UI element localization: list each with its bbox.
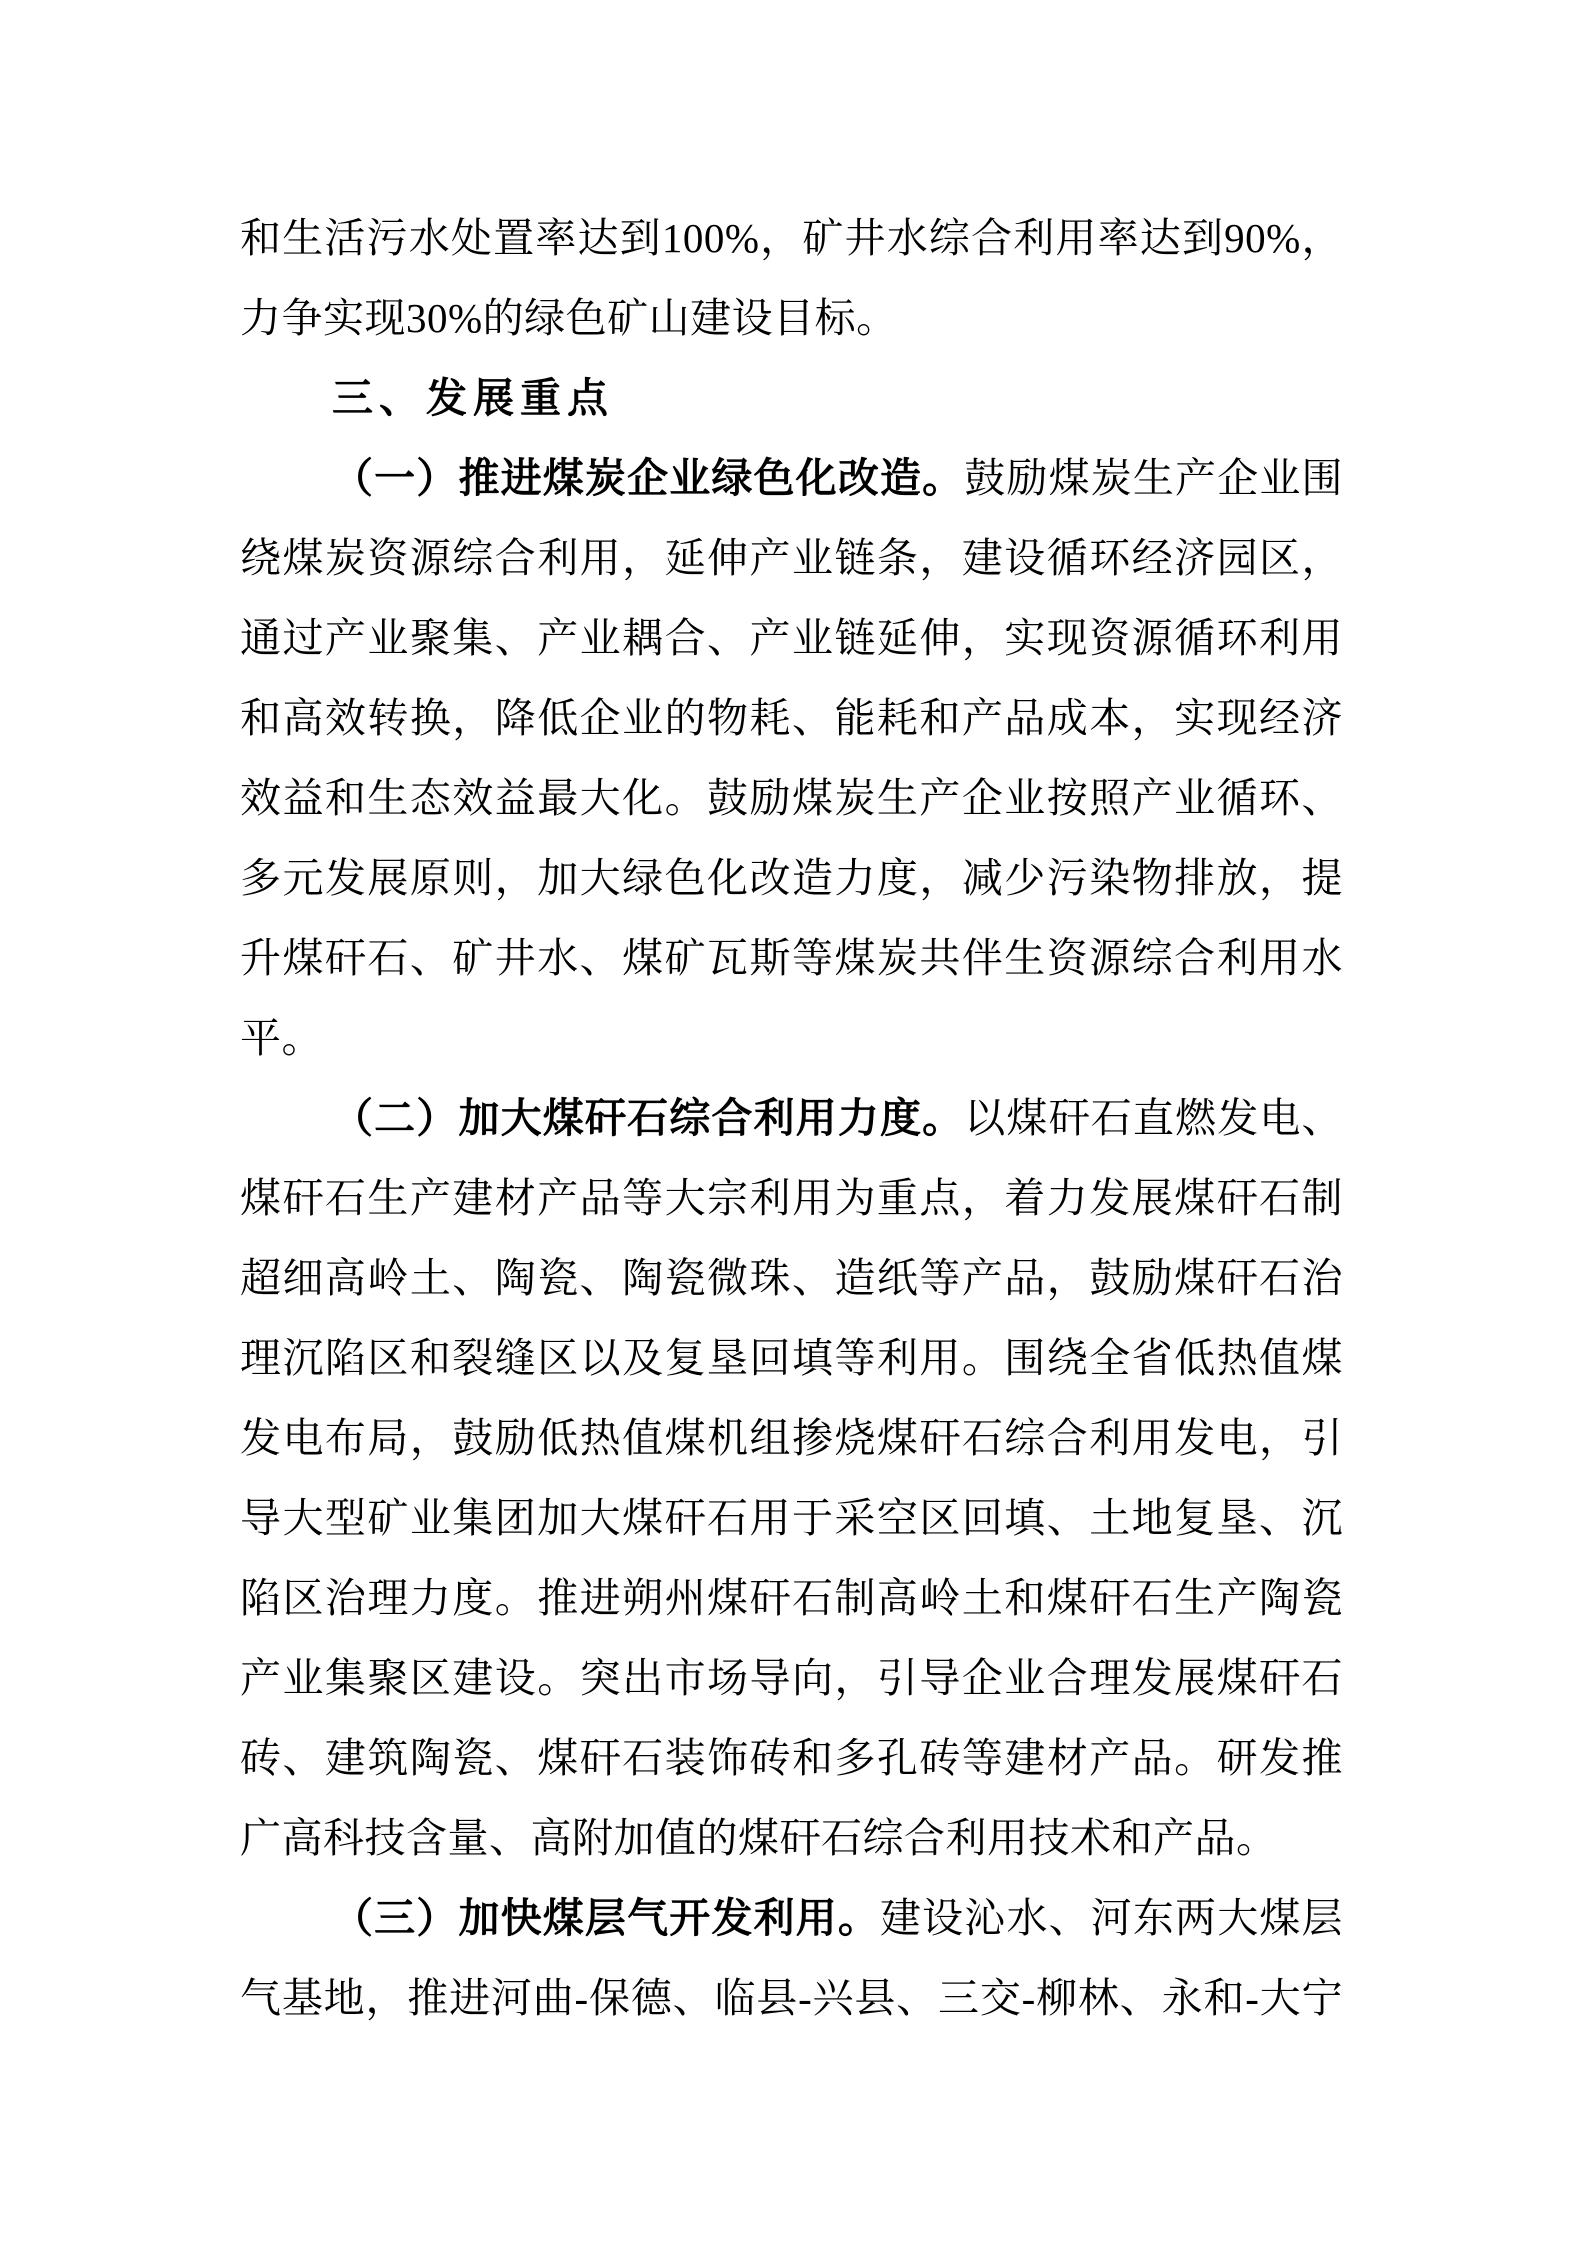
text-run: 气基地，推进河曲-保德、临县-兴县、三交-柳林、永和-大宁	[240, 1975, 1343, 2021]
text-run: 鼓励煤炭生产企业围	[964, 455, 1343, 501]
text-run: 砖、建筑陶瓷、煤矸石装饰砖和多孔砖等建材产品。研发推	[240, 1735, 1343, 1781]
text-line	[240, 518, 1343, 598]
text-run: 平。	[240, 1015, 323, 1061]
text-line	[240, 1398, 1343, 1478]
text-line	[240, 1318, 1343, 1398]
text-run: 煤矸石生产建材产品等大宗利用为重点，着力发展煤矸石制	[240, 1175, 1343, 1221]
text-run: 建设沁水、河东两大煤层	[879, 1895, 1344, 1941]
text-line	[240, 1078, 1343, 1158]
text-run: 通过产业聚集、产业耦合、产业链延伸，实现资源循环利用	[240, 615, 1343, 661]
text-line	[240, 678, 1343, 758]
bold-text-run: 三、发展重点	[332, 375, 614, 421]
text-run: 效益和生态效益最大化。鼓励煤炭生产企业按照产业循环、	[240, 775, 1343, 821]
text-run: 导大型矿业集团加大煤矸石用于采空区回填、土地复垦、沉	[240, 1495, 1343, 1541]
text-line	[240, 1478, 1343, 1558]
text-line	[240, 1238, 1343, 1318]
document-text-block	[240, 198, 1343, 2038]
text-line	[240, 1718, 1343, 1798]
text-line	[240, 1158, 1343, 1238]
text-run: 理沉陷区和裂缝区以及复垦回填等利用。围绕全省低热值煤	[240, 1335, 1343, 1381]
text-line	[240, 1798, 1343, 1878]
text-line	[240, 1558, 1343, 1638]
text-line	[240, 1638, 1343, 1718]
text-line	[240, 758, 1343, 838]
text-line	[240, 278, 1343, 358]
bold-text-run: （三）加快煤层气开发利用。	[332, 1895, 880, 1941]
text-run: 陷区治理力度。推进朔州煤矸石制高岭土和煤矸石生产陶瓷	[240, 1575, 1343, 1621]
text-run: 产业集聚区建设。突出市场导向，引导企业合理发展煤矸石	[240, 1655, 1343, 1701]
text-run: 和高效转换，降低企业的物耗、能耗和产品成本，实现经济	[240, 695, 1343, 741]
text-line	[240, 838, 1343, 918]
text-run: 力争实现30%的绿色矿山建设目标。	[240, 295, 898, 341]
text-run: 升煤矸石、矿井水、煤矿瓦斯等煤炭共伴生资源综合利用水	[240, 935, 1343, 981]
text-line	[240, 1878, 1343, 1958]
text-line	[240, 598, 1343, 678]
text-run: 广高科技含量、高附加值的煤矸石综合利用技术和产品。	[240, 1815, 1278, 1861]
text-line	[240, 918, 1343, 998]
text-line	[240, 1958, 1343, 2038]
text-line	[240, 438, 1343, 518]
section-heading-line	[240, 358, 1343, 438]
text-run: 绕煤炭资源综合利用，延伸产业链条，建设循环经济园区，	[240, 535, 1343, 581]
text-run: 多元发展原则，加大绿色化改造力度，减少污染物排放，提	[240, 855, 1343, 901]
text-line	[240, 198, 1343, 278]
text-run: 和生活污水处置率达到100%，矿井水综合利用率达到90%，	[240, 215, 1343, 261]
bold-text-run: （一）推进煤炭企业绿色化改造。	[332, 455, 965, 501]
text-run: 以煤矸石直燃发电、	[964, 1095, 1343, 1141]
text-run: 发电布局，鼓励低热值煤机组掺烧煤矸石综合利用发电，引	[240, 1415, 1343, 1461]
bold-text-run: （二）加大煤矸石综合利用力度。	[332, 1095, 965, 1141]
text-run: 超细高岭土、陶瓷、陶瓷微珠、造纸等产品，鼓励煤矸石治	[240, 1255, 1343, 1301]
text-line	[240, 998, 1343, 1078]
